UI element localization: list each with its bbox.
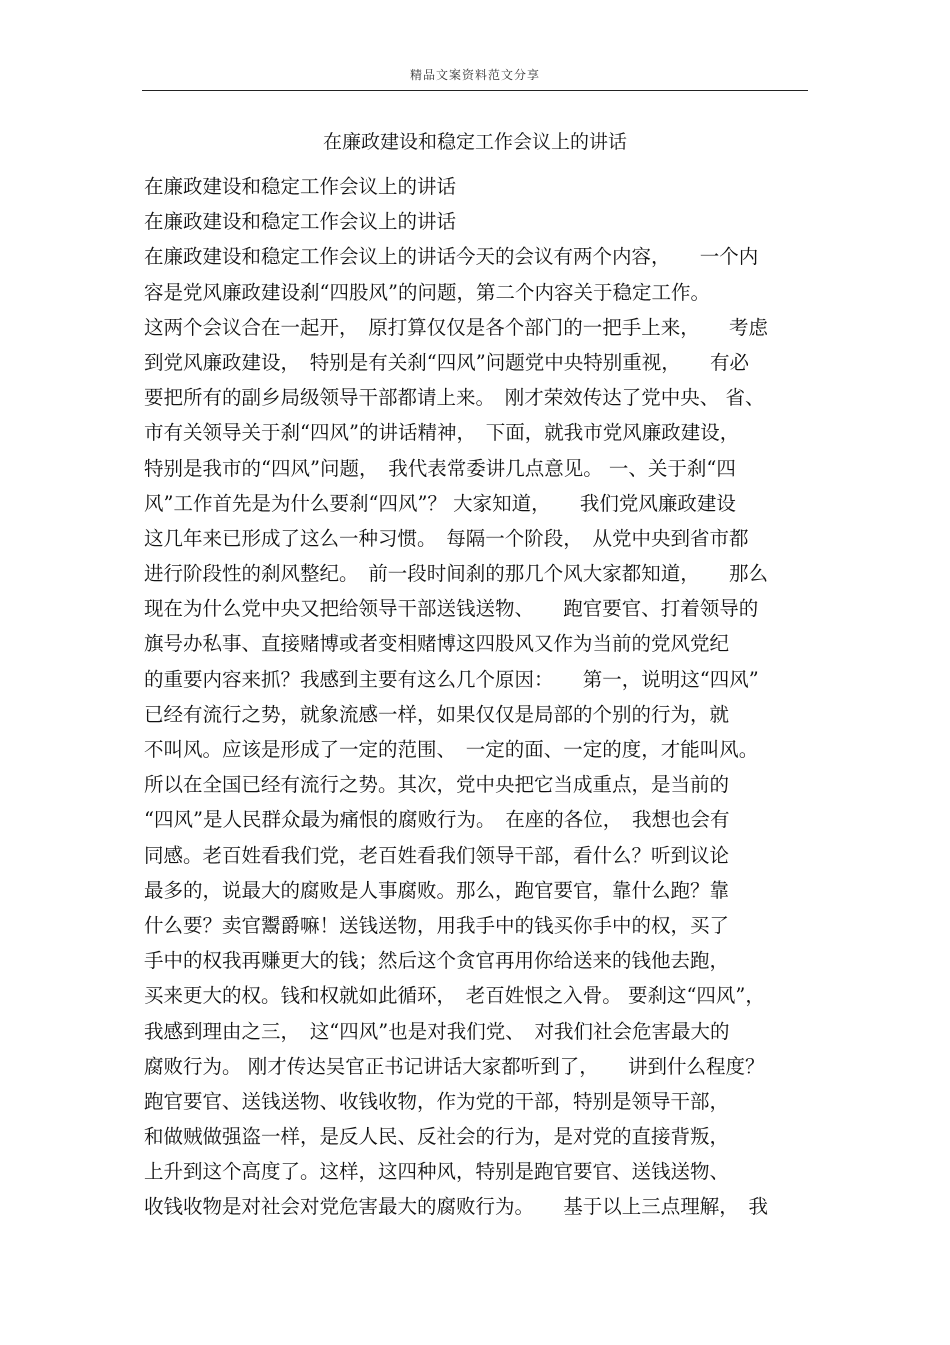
text-line: 在廉政建设和稳定工作会议上的讲话 xyxy=(144,210,457,234)
text-line: 进行阶段性的刹风整纪。 前一段时间刹的那几个风大家都知道， 那么 xyxy=(144,562,769,586)
text-line: 到党风廉政建设， 特别是有关刹“四风”问题党中央特别重视， 有必 xyxy=(144,350,749,374)
text-line: 市有关领导关于刹“四风”的讲话精神， 下面，就我市党风廉政建设， xyxy=(144,421,740,445)
text-line: 不叫风。应该是形成了一定的范围、 一定的面、一定的度，才能叫风。 xyxy=(144,738,759,761)
text-line: 旗号办私事、直接赌博或者变相赌博这四股风又作为当前的党风党纪 xyxy=(144,632,730,656)
text-line: 在廉政建设和稳定工作会议上的讲话 xyxy=(144,175,457,198)
document-title: 在廉政建设和稳定工作会议上的讲话 xyxy=(322,131,627,153)
text-line: 风”工作首先是为什么要刹“四风”？ 大家知道， 我们党风廉政建设 xyxy=(144,491,736,515)
text-line: 要把所有的副乡局级领导干部都请上来。 刚才荣效传达了党中央、 省、 xyxy=(144,386,765,410)
text-line: 什么要？卖官鬻爵嘛！送钱送物，用我手中的钱买你手中的权，买了 xyxy=(144,913,730,937)
text-line: 手中的权我再赚更大的钱；然后这个贪官再用你给送来的钱他去跑， xyxy=(144,949,730,973)
text-line: 收钱收物是对社会对党危害最大的腐败行为。 基于以上三点理解， 我 xyxy=(144,1195,769,1219)
text-line: 在廉政建设和稳定工作会议上的讲话今天的会议有两个内容， 一个内 xyxy=(144,245,759,269)
text-line: “四风”是人民群众最为痛恨的腐败行为。 在座的各位， 我想也会有 xyxy=(144,808,730,832)
header-text: 精品文案资料范文分享 xyxy=(409,68,540,82)
text-line: 特别是我市的“四风”问题， 我代表常委讲几点意见。 一、关于刹“四 xyxy=(144,456,736,480)
text-line: 和做贼做强盗一样，是反人民、反社会的行为，是对党的直接背叛， xyxy=(144,1125,730,1149)
text-line: 上升到这个高度了。这样，这四种风，特别是跑官要官、送钱送物、 xyxy=(144,1160,730,1184)
text-line: 腐败行为。 刚才传达吴官正书记讲话大家都听到了， 讲到什么程度？ xyxy=(144,1054,765,1078)
text-line: 现在为什么党中央又把给领导干部送钱送物、 跑官要官、打着领导的 xyxy=(144,597,759,621)
text-line: 跑官要官、送钱送物、收钱收物，作为党的干部，特别是领导干部， xyxy=(144,1089,730,1113)
header-divider xyxy=(142,90,808,91)
text-line: 我感到理由之三， 这“四风”也是对我们党、 对我们社会危害最大的 xyxy=(144,1019,730,1043)
text-line: 买来更大的权。钱和权就如此循环， 老百姓恨之入骨。 要刹这“四风”， xyxy=(144,984,765,1008)
text-line: 最多的，说最大的腐败是人事腐败。那么，跑官要官，靠什么跑？靠 xyxy=(144,878,730,902)
document-body xyxy=(144,169,816,1225)
text-line: 所以在全国已经有流行之势。其次，党中央把它当成重点，是当前的 xyxy=(144,773,730,797)
text-line: 这几年来已形成了这么一种习惯。 每隔一个阶段， 从党中央到省市都 xyxy=(144,526,749,550)
text-line: 的重要内容来抓？我感到主要有这么几个原因： 第一，说明这“四风” xyxy=(144,667,759,691)
text-line: 同感。老百姓看我们党，老百姓看我们领导干部，看什么？听到议论 xyxy=(144,843,730,867)
text-line: 这两个会议合在一起开， 原打算仅仅是各个部门的一把手上来， 考虑 xyxy=(144,315,769,339)
text-line: 已经有流行之势，就象流感一样，如果仅仅是局部的个别的行为，就 xyxy=(144,702,730,726)
text-line: 容是党风廉政建设刹“四股风”的问题，第二个内容关于稳定工作。 xyxy=(144,280,710,304)
